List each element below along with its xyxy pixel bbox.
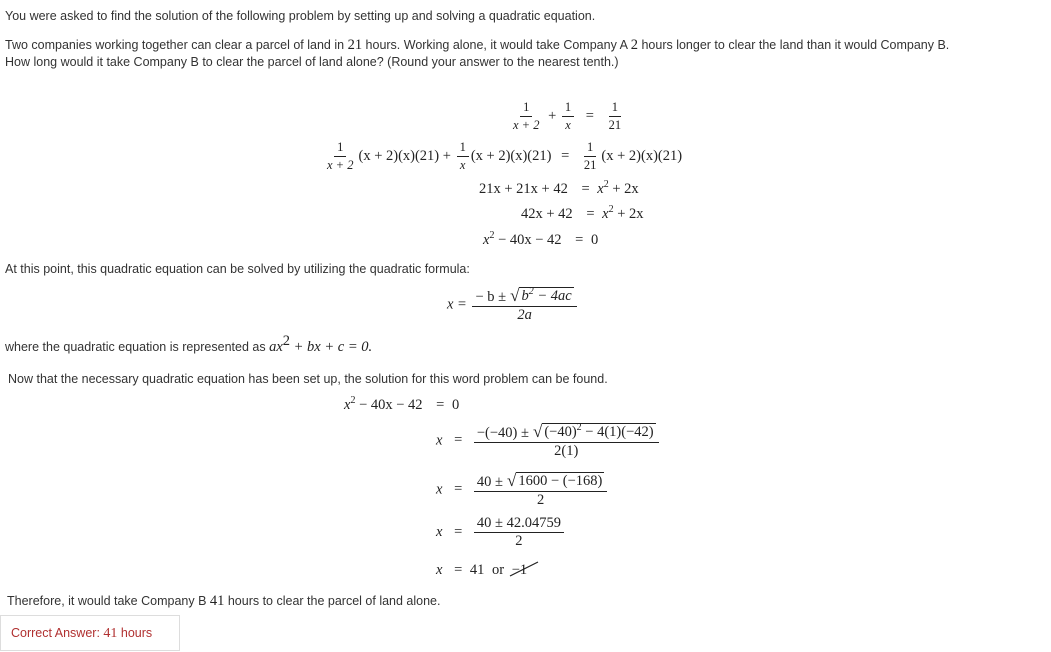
problem-question: How long would it take Company B to clear the parcel of land alone? (Round your answer to the nearest tenth.) — [5, 55, 619, 69]
sol1-rhs: 0 — [451, 397, 460, 413]
sol5-value: 41 — [469, 562, 485, 578]
sol5-or: or — [492, 562, 505, 578]
intro-text: You were asked to find the solution of the following problem by setting up and solving a quadratic equation. — [5, 9, 596, 23]
eq2-term3: (x + 2)(x)(21) — [601, 147, 683, 164]
sol2-rad-rest: − 4(1)(−42) — [581, 424, 654, 440]
qf-num-a: − b ± — [475, 289, 507, 305]
eq3-rhs-rest: + 2x — [608, 181, 639, 197]
sol5-equals: = — [454, 562, 463, 578]
equation-1 — [508, 100, 626, 133]
eq2-den3: 21 — [583, 158, 597, 172]
solution-2 — [436, 423, 661, 459]
problem-part: Two companies working together can clear a parcel of land in — [5, 38, 348, 52]
where-eq-sup: 2 — [282, 333, 290, 349]
problem-part: hours. Working alone, it would take Company A — [362, 38, 631, 52]
eq2-den1: x + 2 — [327, 158, 354, 172]
eq4-rhs-rest: + 2x — [613, 206, 644, 222]
problem-text — [5, 37, 949, 54]
conclusion-number: 41 — [209, 593, 225, 609]
sol3-lhs: x — [436, 481, 443, 498]
answer-value: 41 — [103, 626, 118, 641]
eq1-den3: 21 — [608, 118, 622, 132]
quad-intro-text: At this point, this quadratic equation can be solved by utilizing the quadratic formula: — [5, 262, 470, 276]
sol1-equals: = — [436, 397, 445, 413]
eq3-rhs-sup: 2 — [603, 179, 609, 190]
eq2-den2: x — [459, 158, 466, 172]
qf-den: 2a — [517, 307, 532, 323]
equation-2 — [322, 140, 682, 173]
eq3-lhs: 21x + 21x + 42 — [479, 181, 568, 197]
sol4-num: 40 ± 42.04759 — [474, 516, 564, 533]
quadratic-formula — [447, 287, 579, 323]
where-text — [5, 333, 373, 356]
eq2-term1: (x + 2)(x)(21) + — [358, 147, 451, 164]
correct-answer-label — [11, 626, 152, 642]
sol3-den: 2 — [536, 492, 545, 508]
solution-3 — [436, 472, 609, 508]
where-label: where the quadratic equation is represented as — [5, 340, 270, 354]
sol2-equals: = — [454, 432, 463, 449]
sol1-sup: 2 — [350, 395, 356, 406]
sqrt-icon: √ — [506, 471, 517, 490]
conclusion-part: Therefore, it would take Company B — [7, 594, 210, 608]
sol4-lhs: x — [436, 523, 443, 540]
problem-hours: 21 — [347, 37, 363, 53]
equation-4 — [521, 206, 644, 223]
sol5-struck-value — [512, 562, 527, 579]
equation-3 — [479, 181, 639, 198]
solution-5 — [436, 562, 527, 579]
eq2-num1: 1 — [334, 140, 346, 157]
eq5-sup: 2 — [489, 230, 495, 241]
where-eq-a: ax — [269, 339, 283, 355]
answer-unit: hours — [117, 626, 153, 640]
answer-label-text: Correct Answer: — [11, 626, 104, 640]
eq1-plus: + — [548, 107, 557, 124]
sol5-struck-text: −1 — [511, 562, 528, 578]
sol4-equals: = — [454, 523, 463, 540]
sol1-rest: − 40x − 42 — [355, 397, 423, 413]
sol4-den: 2 — [515, 533, 523, 549]
eq3-rhs-x: x — [597, 181, 604, 197]
solution-1 — [344, 397, 459, 414]
eq4-lhs: 42x + 42 — [521, 206, 573, 222]
qf-rad-rest: − 4ac — [533, 288, 572, 304]
strikethrough-icon — [508, 558, 542, 580]
sol2-den: 2(1) — [554, 443, 579, 459]
sol3-num-a: 40 ± — [476, 474, 503, 490]
eq2-num2: 1 — [457, 140, 469, 157]
eq2-equals: = — [561, 147, 570, 164]
eq4-rhs-sup: 2 — [608, 204, 614, 215]
qf-rad-sup: 2 — [528, 286, 534, 297]
eq4-equals: = — [586, 206, 595, 222]
qf-lhs: x = — [447, 296, 467, 313]
sol5-lhs: x — [436, 562, 443, 578]
eq1-equals: = — [585, 107, 594, 124]
conclusion-text — [7, 593, 440, 610]
eq1-den2: x — [565, 118, 571, 132]
sol3-rad: 1600 − (−168) — [518, 473, 603, 489]
eq2-num3: 1 — [584, 140, 596, 157]
sol2-rad-a: (−40) — [544, 424, 577, 440]
conclusion-part: hours to clear the parcel of land alone. — [224, 594, 441, 608]
problem-two: 2 — [630, 37, 638, 53]
now-text: Now that the necessary quadratic equation has been set up, the solution for this word problem can be found. — [8, 372, 608, 386]
correct-answer-box — [0, 615, 180, 651]
eq3-equals: = — [581, 181, 590, 197]
eq2-term2: (x + 2)(x)(21) — [470, 147, 552, 164]
eq5-equals: = — [575, 232, 584, 248]
qf-rad-b: b — [521, 288, 529, 304]
sol1-x: x — [344, 397, 351, 413]
sol3-equals: = — [454, 481, 463, 498]
eq5-x: x — [483, 232, 490, 248]
where-eq-b: + bx + c = 0. — [290, 339, 373, 355]
eq5-rhs: 0 — [590, 232, 599, 248]
sol2-num-a: −(−40) ± — [476, 425, 529, 441]
eq4-rhs-x: x — [602, 206, 609, 222]
sqrt-icon: √ — [532, 422, 543, 441]
sol2-lhs: x — [436, 432, 443, 449]
sol2-rad-sup: 2 — [576, 422, 582, 433]
solution-4 — [436, 516, 566, 549]
eq1-den1: x + 2 — [513, 118, 540, 132]
eq5-rest: − 40x − 42 — [494, 232, 562, 248]
eq1-num3: 1 — [609, 100, 621, 117]
eq1-num1: 1 — [520, 100, 532, 117]
sqrt-icon: √ — [510, 286, 520, 305]
equation-5 — [483, 232, 598, 249]
eq1-num2: 1 — [562, 100, 574, 117]
problem-part: hours longer to clear the land than it would Company B. — [637, 38, 950, 52]
